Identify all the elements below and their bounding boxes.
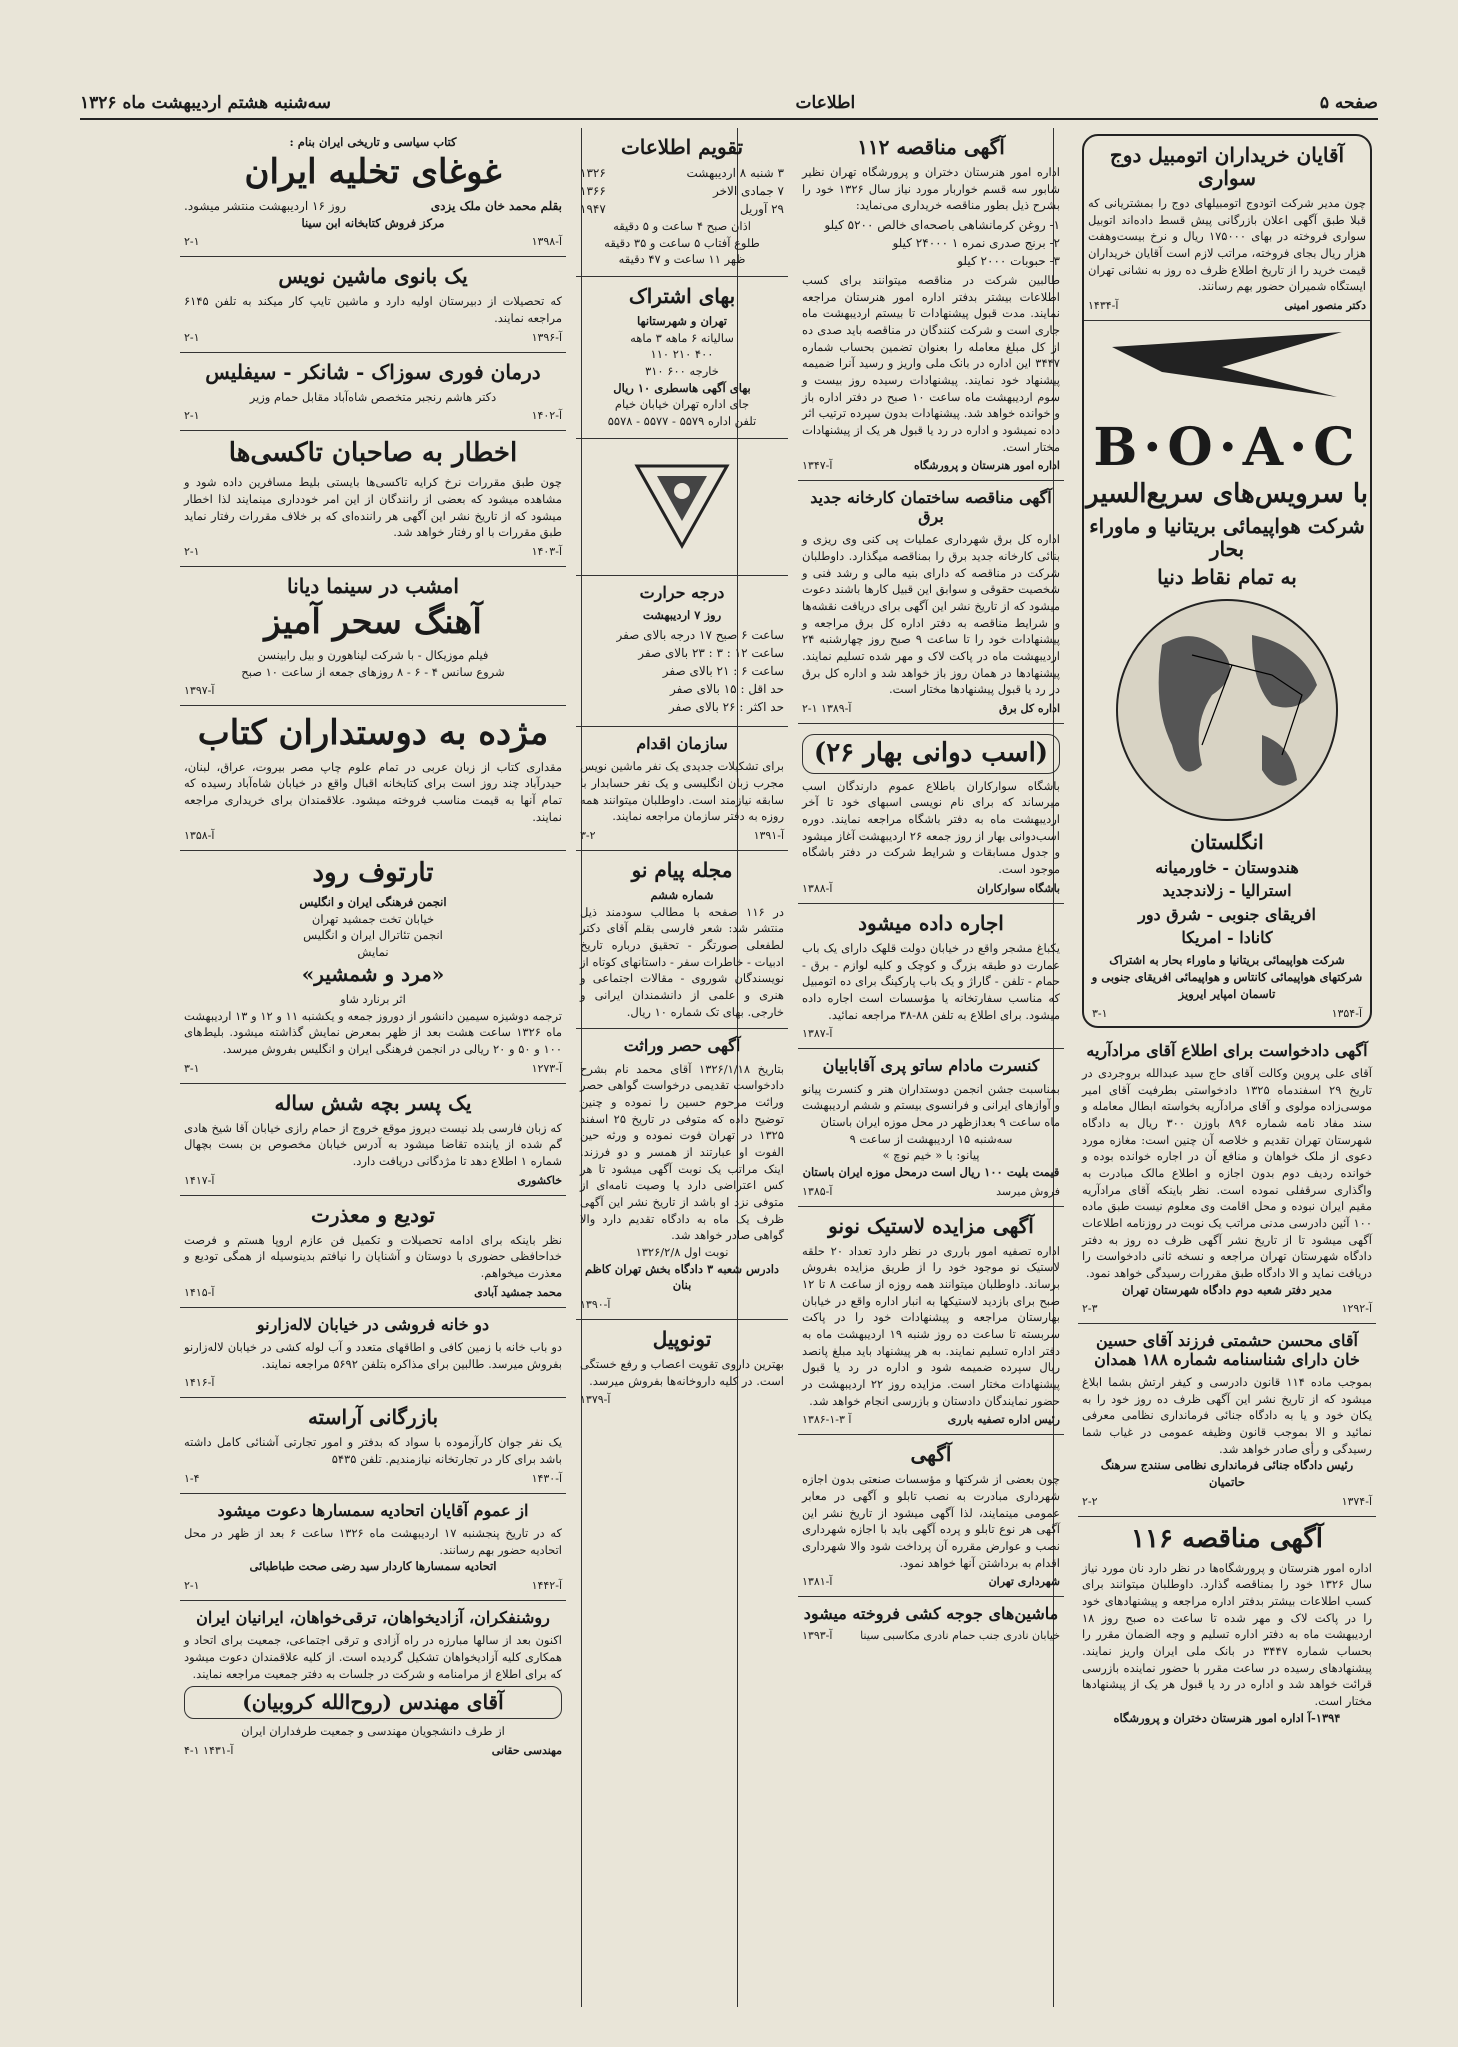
- houses-ref: ۱۴۱۶-آ: [184, 1376, 215, 1390]
- hashemi-sig: رئیس دادگاه جنائی فرمانداری نظامی سنندج سرهنگ حاتمیان: [1100, 1458, 1354, 1490]
- factory-sig: اداره کل برق: [999, 701, 1060, 715]
- calendar-year: ۱۳۲۶: [580, 166, 606, 180]
- paper-name: اطلاعات: [795, 93, 856, 113]
- weather: [576, 576, 788, 727]
- concert-body: بمناسبت جشن انجمن دوستداران هنر و کنسرت پیانو و آوازهای ایرانی و فرانسوی بیستم و ششم اردیبهشت ماه ساعت ۹ بعدازظهر در محل موزه ایران باستان: [802, 1081, 1060, 1129]
- city-notice-title: آگهی: [910, 1442, 952, 1467]
- factory-title: آگهی مناقصه ساختمان کارخانه جدید برق: [810, 488, 1052, 526]
- tender-112-intro: اداره امور هنرستان دختران و پرورشگاه تهران نظیر شابور سه قسم خواربار مورد نیاز سال ۱۳۲۶ خود را بشرح ذیل بطور مناقصه خریداری می‌نماید:: [802, 165, 1060, 213]
- heirs-sig: دادرس شعبه ۳ دادگاه بخش تهران کاظم بنان: [584, 1261, 780, 1293]
- hashemi-body: بموجب ماده ۱۱۴ قانون دادرسی و کیفر ارتش بشما ابلاغ میشود که از تاریخ نشر این آگهی ظرف ده روز خود را به یکان خود و یا به دادگاه جنائی فرمانداری نظامی معرفی نمائید و الا بموجب قانون وظیفه عمومی در غیاب شما رسیدگی و رأی صادر خواهد شد.: [1082, 1375, 1372, 1456]
- tartuffe-sub4: نمایش: [357, 945, 389, 960]
- magazine-title: مجله پیام نو: [631, 857, 733, 882]
- dest-africa: افریقای جنوبی - شرق دور: [1138, 904, 1316, 924]
- dest-england: انگلستان: [1190, 829, 1264, 854]
- tender-112-sig: اداره امور هنرستان و پرورشگاه: [914, 459, 1060, 473]
- concert-title: کنسرت مادام ساتو پری آقابابیان: [822, 1056, 1040, 1076]
- child-sig: خاکشوری: [517, 1173, 562, 1187]
- calendar-year: ۱۳۶۶: [580, 184, 606, 198]
- calendar-row: [580, 182, 784, 200]
- heirs-body: بتاریخ ۱۳۲۶/۱/۱۸ آقای محمد نام بشرح دادخواست تقدیمی درخواست گواهی حصر وراثت مرحوم حسین را نموده و چنین توضیح داده که متوفی در تاریخ ۲۵ اسفند ۱۳۲۵ در تهران فوت نموده و ورثه حین الفوت او عبارتند از همسر و دو فرزند. اینک مراتب یک نوبت آگهی میشود تا هر کس اعتراضی دارد یا وصیت نامه‌ای از متوفی نزد او باشد از تاریخ نشر این آگهی ظرف یک ماه به دادگاه تقدیم دارد والا گواهی صادر خواهد شد.: [580, 1061, 785, 1243]
- race-title: (اسب دوانی بهار ۲۶): [802, 734, 1060, 774]
- treatment-body: دکتر هاشم رنجبر متخصص شاه‌آباد مقابل حمام وزیر: [249, 389, 497, 404]
- child-body: که زبان فارسی بلد نیست دیروز موقع خروج از حمام رازی خیابان آقا شیخ هادی گم شده از یابنده تقاضا میشود به آدرس خیابان مخصوص بن بست بچهال شماره ۱ اطلاع دهد تا مژدگانی دریافت دارد.: [184, 1120, 562, 1168]
- subscription: [576, 277, 788, 439]
- emblem-icon: [627, 451, 737, 561]
- calendar-row: [580, 164, 784, 182]
- typist-ref2: ۲-۱: [184, 330, 200, 344]
- weather-row: ساعت ۶ : ۲۱ بالای صفر: [662, 663, 784, 678]
- weather-sub: روز ۷ اردیبهشت: [642, 608, 722, 623]
- org-ref: ۱۳۹۱-آ: [753, 828, 784, 842]
- tartuffe-ad: [180, 851, 566, 1083]
- child-title: یک پسر بچه شش ساله: [274, 1090, 472, 1115]
- boac-ref2: ۳-۱: [1092, 1006, 1108, 1020]
- calendar-title: تقویم اطلاعات: [620, 135, 744, 159]
- tartuffe-sub1: انجمن فرهنگی ایران و انگلیس: [299, 895, 447, 910]
- tonopil-ref: ۱۳۷۹-آ: [580, 1393, 611, 1407]
- tartuffe-sub2: خیابان تخت جمشید تهران: [311, 911, 435, 926]
- calendar-year: ۱۹۴۷: [580, 202, 606, 216]
- weather-row: حد اقل : ۱۵ بالای صفر: [669, 681, 784, 696]
- rent-body: یکباغ مشجر واقع در خیابان دولت قلهک دارای یک باب عمارت دو طبقه بزرگ و کوچک و کلیه لوازم - برق - حمام - تلفن - گاراژ و یک باب پارکینگ برای ده اتومبیل که مناسب سفارتخانه یا مؤسسات است اجاره داده میشود. برای اطلاع به تلفن ۸۸-۳۸ مراجعه نمائید.: [802, 940, 1060, 1022]
- book-ref: ۱۳۹۸-آ: [531, 235, 562, 249]
- boac-slogan-3: به تمام نقاط دنیا: [1157, 564, 1297, 589]
- cinema-times: شروع سانس ۴ - ۶ - ۸ روزهای جمعه از ساعت ۱۰ صبح: [241, 664, 505, 679]
- subscription-tel: تلفن اداره ۵۵۷۹ - ۵۵۷۷ - ۵۵۷۸: [607, 414, 757, 429]
- tartuffe-title: تارتوف رود: [312, 858, 434, 889]
- booksellers-ad: [180, 706, 566, 851]
- calendar-day: ۳ شنبه ۸ اردیبهشت: [686, 166, 784, 180]
- dodge-body: چون مدیر شرکت اتودوج اتومبیلهای دوج را بمشتریانی که قبلا طبق آگهی اعلان بازرگانی پیش قسط داده‌اند اتوبیل سواری فروخته در بهای ۱۷۵۰۰۰ ریال و نرخ بیست‌وهفت هزار ریال بجای فروخته، مراتب لازم است آقایان خریداران قیمت خرید را از تاریخ اطلاع ظرف ده روز به نشانی تهران ایستگاه شمیران حضور بهم رسانند.: [1088, 196, 1366, 294]
- boac-ad: [1082, 134, 1372, 1028]
- tender-item: ۱- روغن کرمانشاهی باصحه‌ای خالص ۵۲۰۰ کیلو: [824, 218, 1060, 233]
- tender-factory: [798, 481, 1064, 724]
- typist-ad: [180, 257, 566, 352]
- column-1: [1078, 128, 1376, 2007]
- concert-ref: ۱۳۸۵-آ: [802, 1184, 833, 1198]
- speedbird-icon: [1102, 327, 1352, 407]
- org-ref2: ۳-۲: [580, 828, 596, 842]
- magazine-sub: شماره ششم: [650, 887, 714, 902]
- intellectuals-ref: ۱۴۳۱-آ: [203, 1744, 234, 1758]
- court-ref2: ۲-۳: [1082, 1302, 1098, 1316]
- page-number: صفحه ۵: [1319, 93, 1378, 113]
- invitation-title: از عموم آقایان اتحادیه سمسارها دعوت میشود: [217, 1500, 529, 1520]
- subscription-addr: جای اداره تهران خیابان خیام: [614, 397, 750, 412]
- calendar-day: ۲۹ آوریل: [739, 202, 784, 216]
- typist-ref: ۱۳۹۶-آ: [531, 330, 562, 344]
- dodge-notice: [1084, 136, 1370, 321]
- factory-ref2: ۲-۱: [802, 701, 818, 715]
- court-title: آگهی دادخواست برای اطلاع آقای مرادآریه: [1086, 1040, 1368, 1060]
- hashemi-ref: ۱۳۷۴-آ: [1341, 1494, 1372, 1508]
- boac-ref: ۱۳۵۴-آ: [1331, 1006, 1362, 1020]
- invitation-sig: اتحادیه سمسارها کاردار سید رضی صحت طباطبائی: [249, 1559, 497, 1574]
- city-notice-sig: شهرداری تهران: [988, 1575, 1060, 1589]
- chicks-body: خیابان نادری جنب حمام نادری مکاسبی سینا: [860, 1628, 1060, 1642]
- calendar: [576, 128, 788, 277]
- tonopil-body: بهترین داروی تقویت اعصاب و رفع خستگی است. در کلیه داروخانه‌ها بفروش میرسد.: [580, 1357, 784, 1388]
- dest-india: هندوستان - خاورمیانه: [1155, 857, 1299, 877]
- tender-item: ۲- برنج صدری نمره ۱ ۲۴۰۰۰ کیلو: [892, 236, 1060, 251]
- houses-sale: [180, 1308, 566, 1399]
- taxi-body: چون طبق مقررات نرخ کرایه تاکسی‌ها بایستی بلیط مسافرین داده شود و مشاهده میشود که بعضی از رانندگان از این امر خودداری مینمایند لذا اخطار میشود که از تاریخ نشر این آگهی هر راننده‌ای که بر خلاف مقررات رفتار نماید طبق مقررات با او رفتار خواهد شد.: [184, 475, 562, 540]
- dodge-ref: ۱۴۳۴-آ: [1088, 299, 1119, 313]
- column-2: [798, 128, 1064, 2007]
- tender-112-body: طالبین شرکت در مناقصه میتوانند برای کسب اطلاعات بیشتر بدفتر اداره امور هنرستان مراجعه نمایند. مدت قبول پیشنهادات تا بیستم اردیبهشت ماه جاری است و شرکت کنندگان در مناقصه باید صدی ده از کل مبلغ معامله را بعنوان تضمین بحساب شماره ۳۴۴۷ این اداره در بانک ملی واریز و رسید آنرا ضمیمه پیشنهاد خود نمایند. پیشنهادات رسیده روز بیست و سوم اردیبهشت ماه ساعت ۱۰ صبح در دفتر اداره باز و خوانده خواهد شد. پیشنهادات بدون سپرده ترتیب اثر داده نمیشود و اداره در رد یا قبول هر یک از پیشنهادات مختار است.: [802, 273, 1060, 454]
- bazaar-ad: [180, 1398, 566, 1493]
- intellectuals-name: آقای مهندس (روح‌الله کروبیان): [184, 1686, 562, 1719]
- farewell-sig: محمد جمشید آبادی: [474, 1285, 562, 1299]
- subscription-title: بهای اشتراک: [628, 284, 736, 309]
- booksellers-body: مقداری کتاب از زبان عربی در تمام علوم چاپ مصر بیروت، عراق، لبنان، حیدرآباد چند روز است برای کتابخانه اقبال واقع در خیابان شاه‌آباد رسیده که تمام آنها به قیمت مناسب فروخته میشود. علاقمندان برای خریداری مراجعه نمایند.: [184, 759, 562, 824]
- bazaar-ref2: ۱-۴: [184, 1471, 200, 1485]
- dest-australia: استرالیا - زلاندجدید: [1162, 881, 1292, 901]
- intellectuals-body2: از طرف دانشجویان مهندسی و جمعیت طرفداران ایران: [241, 1724, 505, 1739]
- farewell-ref: ۱۴۱۵-آ: [184, 1285, 215, 1299]
- concert-sale: فروش میرسد: [996, 1184, 1060, 1198]
- weather-row: ساعت ۱۲ : ۳ : ۲۳ بالای صفر: [638, 645, 784, 660]
- hashemi-ref2: ۲-۲: [1082, 1494, 1098, 1508]
- intellectuals-ad: [180, 1601, 566, 1765]
- auction-sig: رئیس اداره تصفیه بارری: [947, 1413, 1060, 1427]
- subscription-ads: بهای آگهی هاسطری ۱۰ ریال: [613, 380, 751, 395]
- city-notice: [798, 1435, 1064, 1597]
- book-ad: [180, 128, 566, 257]
- treatment-ref: ۱۴۰۲-آ: [531, 409, 562, 423]
- subscription-sub: تهران و شهرستانها: [637, 314, 727, 329]
- booksellers-title: مژده به دوستداران کتاب: [197, 713, 549, 754]
- taxi-warning: [180, 431, 566, 567]
- treatment-ref2: ۲-۱: [184, 409, 200, 423]
- tender-112-ref: ۱۳۴۷-آ: [802, 459, 833, 473]
- book-title: غوغای تخلیه ایران: [244, 151, 502, 192]
- invitation: [180, 1494, 566, 1601]
- intellectuals-ref2: ۴-۱: [184, 1744, 200, 1758]
- typist-body: که تحصیلات از دبیرستان اولیه دارد و ماشین تایپ کار میکند به تلفن ۶۱۴۵ مراجعه نمایند.: [184, 294, 562, 326]
- dodge-sig: دکتر منصور امینی: [1284, 299, 1366, 313]
- farewell: [180, 1196, 566, 1308]
- auction-title: آگهی مزایده لاستیک نونو: [828, 1213, 1034, 1238]
- city-notice-body: چون بعضی از شرکتها و مؤسسات صنعتی بدون اجازه شهرداری مبادرت به نصب تابلو و آگهی در معابر عمومی مینمایند، لذا آگهی میشود از تاریخ نشر این آگهی هر نوع تابلو و پرده آگهی باید با اجازه شهرداری نصب و عوارض مقرره آن پرداخت شود والا شهرداری اقدام به برداشتن آنها خواهد نمود.: [802, 1472, 1060, 1570]
- cinema-body: فیلم موزیکال - با شرکت لیناهورن و بیل رابینسن: [257, 648, 489, 663]
- cinema-ad: [180, 567, 566, 706]
- calendar-fajr: اذان صبح ۴ ساعت و ۵ دقیقه: [613, 219, 751, 233]
- book-dist: مرکز فروش کتابخانه ابن سینا: [301, 215, 445, 230]
- horse-race: [798, 724, 1064, 904]
- world-route-map-icon: [1102, 595, 1352, 825]
- tender-112-title: آگهی مناقصه ۱۱۲: [857, 135, 1005, 159]
- tender-116: [1078, 1517, 1376, 1735]
- houses-body: دو باب خانه با زمین کافی و اطاقهای متعدد و آب لوله کشی در خیابان لاله‌زارنو بفروش میرسد. طالبین برای مذاکره بتلفن ۵۶۹۲ مراجعه نمایند.: [184, 1339, 562, 1371]
- factory-ref: ۱۳۸۹-آ: [821, 701, 852, 715]
- taxi-ref2: ۲-۱: [184, 545, 200, 559]
- rent-title: اجاره داده میشود: [858, 910, 1004, 935]
- boac-slogan-1: با سرویس‌های سریع‌السیر: [1085, 479, 1369, 510]
- tender-116-body: اداره امور هنرستان و پرورشگاه‌ها در نظر دارد نان مورد نیاز سال ۱۳۲۶ خود را بمناقصه گذارد. داوطلبان میتوانند برای کسب اطلاعات بیشتر بدفتر اداره مراجعه و پیشنهادهای خود را در پاکت لاک و مهر شده تا ساعت ده صبح روز ۱۸ اردیبهشت ماه به دفتر اداره تسلیم و وجه الضمان مقرر را بحساب شماره ۳۴۴۷ در بانک ملی ایران واریز نمایند. پیشنهادهای رسیده در ساعت مقرر با حضور نماینده بازرسی قرائت خواهد شد و اداره در رد یا قبول هر یک از پیشنهادها مختار است.: [1082, 1560, 1372, 1709]
- lost-child: [180, 1084, 566, 1196]
- org-body: برای تشکیلات جدیدی یک نفر ماشین نویس مجرب زبان انگلیسی و یک نفر حسابدار با سابقه نیازمند است. داوطلبان میتوانند همه روزه به دفتر سازمان مراجعه نمایند.: [580, 759, 784, 824]
- magazine-body: در ۱۱۶ صفحه با مطالب سودمند ذیل منتشر شد: شعر فارسی بقلم آقای دکتر لطفعلی صورتگر - تحقیق درباره تاریخ ادبیات - خاطرات سفر - داستانهای کوتاه از نویسندگان شوروی - مقالات اجتماعی و هنری و علمی از دانشمندان ایرانی و خارجی. بهای تک شماره ۱۰ ریال.: [580, 904, 784, 1019]
- tonopil-ad: [576, 1320, 788, 1414]
- hashemi-notice: [1078, 1324, 1376, 1516]
- typist-title: یک بانوی ماشین نویس: [278, 264, 468, 289]
- boac-footer: شرکت هواپیمائی بریتانیا و ماوراء بحار به اشتراک شرکتهای هواپیمائی کانتاس و هواپیمائی افریقای جنوبی و تاسمان امپایر ایرویز: [1091, 953, 1363, 1001]
- court-ref: ۱۲۹۲-آ: [1341, 1302, 1372, 1316]
- issue-date: سه‌شنبه هشتم اردیبهشت ماه ۱۳۲۶: [80, 93, 332, 113]
- cinema-top: امشب در سینما دیانا: [287, 574, 459, 599]
- book-ref2: ۲-۱: [184, 235, 200, 249]
- subscription-row2: ۴۰۰ ۲۱۰ ۱۱۰: [650, 347, 714, 362]
- city-notice-ref: ۱۳۸۱-آ: [802, 1575, 833, 1589]
- booksellers-ref: ۱۳۵۸-آ: [184, 829, 215, 843]
- court-sig: مدیر دفتر شعبه دوم دادگاه شهرستان تهران: [1121, 1282, 1333, 1297]
- rent-ref: ۱۳۸۷-آ: [802, 1027, 833, 1041]
- chicks-title: ماشین‌های جوجه کشی فروخته میشود: [803, 1604, 1059, 1624]
- tartuffe-ref: ۱۲۷۳-آ: [531, 1061, 562, 1075]
- heirs-notice: [576, 1029, 788, 1320]
- intellectuals-title: روشنفکران، آزادیخواهان، ترقی‌خواهان، ایرانیان ایران: [196, 1608, 550, 1628]
- intellectuals-body: اکنون بعد از سالها مبارزه در راه آزادی و ترقی اجتماعی، جمعیت برای اتحاد و همکاری کلیه آزادیخواهان تشکیل گردیده است. از کلیه علاقمندان دعوت میشود که برای اطلاع از مرامنامه و شرکت در جلسات به دفتر جمعیت مراجعه نمایند.: [184, 1633, 562, 1681]
- tartuffe-play-by: اثر برنارد شاو: [340, 991, 406, 1006]
- race-sig: باشگاه سوارکاران: [977, 881, 1060, 895]
- cinema-title: آهنگ سحر آمیز: [264, 602, 482, 643]
- houses-title: دو خانه فروشی در خیابان لاله‌زارنو: [256, 1314, 490, 1334]
- tender-116-title: آگهی مناقصه ۱۱۶: [1131, 1523, 1323, 1554]
- invitation-ref: ۱۴۴۲-آ: [531, 1579, 562, 1593]
- calendar-noon: ظهر ۱۱ ساعت و ۴۷ دقیقه: [618, 252, 746, 267]
- concert-price: قیمت بلیت ۱۰۰ ریال است درمحل موزه ایران باستان: [802, 1164, 1060, 1179]
- heirs-date: نوبت اول ۱۳۲۶/۲/۸: [635, 1245, 729, 1260]
- court-body: آقای علی پروین وکالت آقای حاج سید عبدالله بروجردی در تاریخ ۲۹ اسفندماه ۱۳۲۵ دادخواستی بطرفیت آقای امیر موسی‌زاده مولوی و آقای مرادآریه بخواسته ابطال معامله و سند مفاد نامه شماره ۸۹۶ باوزن ۳۰۰ ریال به دادگاه شهرستان تهران تقدیم و خلاصه آن چنین است: مغازه مورد دعوی از ملک خواهان و منافع آن در اجاره خوانده بوده و خوانده ردیف دوم بدون اجازه و اطلاع مالک مبادرت به واگذاری سرقفلی نموده است. نظر باینکه آقای مرادآریه مقیم ایران نبوده و محل اقامت وی معلوم نیست طبق ماده ۱۰۰ آئین دادرسی مدنی مراتب یک نوبت در روزنامه اطلاعات آگهی میشود تا از تاریخ نشر آگهی ظرف ده روز به دفتر دادگاه شهرستان تهران مراجعه و نسخه ثانی دادخواست را دریافت نماید و الا دادگاه طبق مقررات رسیدگی خواهد نمود.: [1082, 1065, 1373, 1280]
- weather-row: ساعت ۶ صبح ۱۷ درجه بالای صفر: [616, 627, 784, 642]
- invitation-body: که در تاریخ پنجشنبه ۱۷ اردیبهشت ماه ۱۳۲۶ ساعت ۶ بعد از ظهر در محل اتحادیه حضور بهم رسانند.: [184, 1526, 562, 1557]
- child-ref: ۱۴۱۷-آ: [184, 1173, 215, 1187]
- auction-body: اداره تصفیه امور بارری در نظر دارد تعداد ۲۰ حلقه لاستیک نو موجود خود را از طریق مزایده بفروش برساند. داوطلبان میتوانند همه روزه از ساعت ۸ تا ۱۲ صبح برای بازدید لاستیکها به انبار اداره واقع در خیابان بهارستان مراجعه و پیشنهادات خود را در پاکت سربسته تا ساعت ده روز شنبه ۱۹ اردیبهشت ماه به دفتر اداره تسلیم نمایند. به هر پیشنهاد باید مبلغ پانصد ریال سپرده ضمیمه شود و اداره در رد یا قبول پیشنهادات مختار است. مزایده روز ۲۲ اردیبهشت در حضور نمایندگان دادستان و بازرسی انجام خواهد شد.: [802, 1243, 1061, 1408]
- auction-ref2: ۳-۱: [829, 1413, 845, 1427]
- boac-slogan-2: شرکت هواپیمائی بریتانیا و ماوراء بحار: [1089, 513, 1365, 561]
- tender-116-footer: ۱۳۹۴-آ اداره امور هنرستان دختران و پرورشگاه: [1113, 1710, 1341, 1725]
- weather-row: حد اکثر : ۲۶ بالای صفر: [668, 699, 784, 714]
- tartuffe-play: «مرد و شمشیر»: [301, 961, 445, 986]
- calendar-sunrise: طلوع آفتاب ۵ ساعت و ۳۵ دقیقه: [604, 235, 760, 250]
- chicks-ref: ۱۳۹۳-آ: [802, 1628, 833, 1642]
- book-author: بقلم محمد خان ملک یزدی: [430, 198, 562, 213]
- race-ref: ۱۳۸۸-آ: [802, 881, 833, 895]
- court-notice: [1078, 1034, 1376, 1325]
- intellectuals-sig: مهندسی حقانی: [491, 1744, 562, 1758]
- farewell-title: تودیع و معذرت: [311, 1202, 435, 1227]
- subscription-row3: خارجه ۶۰۰ ۳۱۰: [645, 364, 719, 379]
- bazaar-title: بازرگانی آراسته: [307, 1405, 439, 1430]
- tender-item: ۳- حبوبات ۲۰۰۰ کیلو: [957, 254, 1060, 269]
- taxi-ref: ۱۴۰۳-آ: [531, 545, 562, 559]
- tender-112: [798, 128, 1064, 481]
- book-top: کتاب سیاسی و تاریخی ایران بنام :: [289, 135, 457, 149]
- bazaar-body: یک نفر جوان کارآزموده با سواد که بدفتر و امور تجارتی آشنائی کامل داشته باشد برای کار در تجارتخانه نیازمندیم. تلفن ۵۴۳۵: [184, 1435, 562, 1466]
- tartuffe-ref2: ۳-۱: [184, 1061, 200, 1075]
- concert-line3: پیانو: با « خیم نوچ »: [882, 1148, 980, 1163]
- concert-line2: سه‌شنبه ۱۵ اردیبهشت از ساعت ۹: [849, 1131, 1013, 1146]
- masthead: [80, 88, 1378, 120]
- calendar-row: [580, 200, 784, 218]
- column-3: [576, 128, 788, 2007]
- dodge-title: آقایان خریداران اتومبیل دوج سواری: [1109, 143, 1345, 190]
- farewell-body: نظر باینکه برای ادامه تحصیلات و تکمیل فن عازم اروپا هستم و فرصت خداحافظی حضوری با دوستان و آشنایان را نیافتم بدینوسیله از همگی تودیع و معذرت میخواهم.: [184, 1232, 562, 1280]
- factory-body: اداره کل برق شهرداری عملیات پی کنی وی ریزی و بنائی کارخانه جدید برق را بمناقصه میگذارد. داوطلبان شرکت در مناقصه که دارای بنیه مالی و رشد فنی و شخصیت حقوقی و سوابق این قبیل کارها باشند دعوت میشود که از تاریخ نشر این آگهی برای دریافت نقشه‌ها و شرایط مناقصه به دفتر اداره کل برق مراجعه و پیشنهادات خود را تا ساعت ۹ صبح روز چهارشنبه ۲۴ اردیبهشت ماه در پاکت لاک و مهر شده تسلیم نمایند. پیشنهادها در همان روز باز خواهد شد و اداره کل برق در رد یا قبول پیشنهادها مختار است.: [802, 532, 1060, 697]
- hashemi-title: آقای محسن حشمتی فرزند آقای حسین خان دارای شناسنامه شماره ۱۸۸ همدان: [1094, 1331, 1360, 1369]
- treatment-ad: [180, 353, 566, 432]
- org-title: سازمان اقدام: [636, 733, 728, 753]
- calendar-day: ۷ جمادی الاخر: [712, 184, 784, 198]
- invitation-ref2: ۲-۱: [184, 1579, 200, 1593]
- column-4: [180, 128, 566, 2007]
- taxi-title: اخطار به صاحبان تاکسی‌ها: [228, 438, 518, 469]
- heirs-title: آگهی حصر وراثت: [623, 1036, 741, 1056]
- magazine: [576, 851, 788, 1029]
- dest-america: کانادا - امریکا: [1181, 928, 1273, 948]
- auction-ref: ۱۳۸۶-آ: [802, 1413, 852, 1427]
- race-body: باشگاه سوارکاران باطلاع عموم دارندگان اسب میرساند که برای نام نویسی اسبهای خود تا آخر اردیبهشت ماه به دفتر باشگاه مراجعه نمایند. دوره اسب‌دوانی بهار از روز جمعه ۲۶ اردیبهشت آغاز میشود و جدول مسابقات و شرایط شرکت در دفتر باشگاه موجود است.: [802, 778, 1061, 877]
- tartuffe-sub3: انجمن تئاترال ایران و انگلیس: [303, 928, 443, 943]
- cinema-ref: ۱۳۹۷-آ: [184, 684, 215, 698]
- concert: [798, 1049, 1064, 1206]
- boac-logo: B·O·A·C: [1093, 417, 1361, 479]
- bazaar-ref: ۱۴۳۰-آ: [531, 1471, 562, 1485]
- emblem-box: [576, 439, 788, 576]
- book-pub: روز ۱۶ اردیبهشت منتشر میشود.: [184, 198, 347, 213]
- heirs-ref: ۱۳۹۰-آ: [580, 1298, 611, 1312]
- weather-title: درجه حرارت: [639, 582, 725, 602]
- tartuffe-body: ترجمه دوشیزه سیمین دانشور از دوروز جمعه و یکشنبه ۱۱ و ۱۲ و ۱۳ اردیبهشت ماه ۱۳۲۶ ساعت هشت بعد از ظهر بمعرض نمایش گذاشته میشود. بلیط‌های ۱۰۰ و ۵۰ و ۲۰ ریالی در انجمن فرهنگی ایران و انگلیس بفروش میرسد.: [184, 1008, 562, 1056]
- tender-112-items: [802, 216, 1060, 270]
- rent-notice: [798, 904, 1064, 1049]
- tonopil-title: تونوپیل: [652, 1327, 712, 1352]
- treatment-title: درمان فوری سوزاک - شانکر - سیفلیس: [205, 359, 541, 384]
- org-notice: [576, 727, 788, 851]
- tire-auction: [798, 1207, 1064, 1436]
- chicks-ad: [798, 1597, 1064, 1649]
- subscription-row1: سالیانه ۶ ماهه ۳ ماهه: [630, 330, 734, 345]
